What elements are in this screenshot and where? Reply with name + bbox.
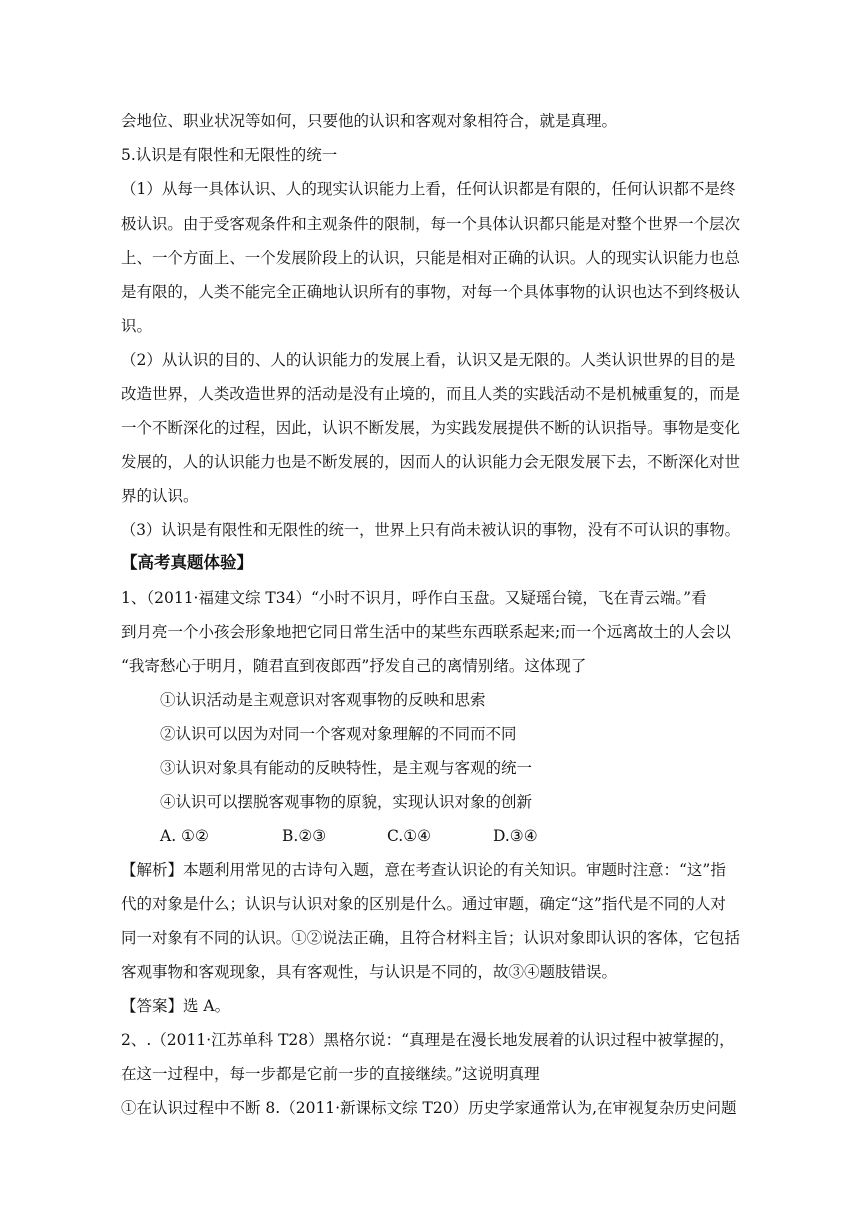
question-line: 在这一过程中，每一步都是它前一步的直接继续。”这说明真理 — [121, 1065, 540, 1083]
answer-line: 【答案】选 A。 — [121, 997, 231, 1015]
option-d: D.③④ — [493, 827, 538, 845]
text-line: （3）认识是有限性和无限性的统一，世界上只有尚未被认识的事物，没有不可认识的事物。 — [121, 521, 740, 539]
question-line: ①在认识过程中不断 8.（2011·新课标文综 T20）历史学家通常认为,在审视复杂历史问题 — [121, 1099, 737, 1117]
text-line: 极认识。由于受客观条件和主观条件的限制，每一个具体认识都只能是对整个世界一个层次 — [121, 215, 741, 233]
text-line: 一个不断深化的过程，因此，认识不断发展，为实践发展提供不断的认识指导。事物是变化 — [121, 419, 741, 437]
analysis-line: 代的对象是什么；认识与认识对象的区别是什么。通过审题，确定“这”指代是不同的人对 — [121, 895, 726, 913]
section-heading: 5.认识是有限性和无限性的统一 — [121, 146, 338, 164]
text-line: 界的认识。 — [121, 487, 199, 505]
question-line: 到月亮一个小孩会形象地把它同日常生活中的某些东西联系起来;而一个远离故土的人会以 — [121, 623, 731, 641]
option-b: B.②③ — [282, 827, 327, 845]
analysis-line: 客观事物和客观现象，具有客观性，与认识是不同的，故③④题肢错误。 — [121, 963, 618, 981]
question-line: 2、.（2011·江苏单科 T28）黑格尔说：“真理是在漫长地发展着的认识过程中被掌握的， — [121, 1031, 735, 1049]
text-line: （2）从认识的目的、人的认识能力的发展上看，认识又是无限的。人类认识世界的目的是 — [121, 351, 736, 369]
text-line: 改造世界，人类改造世界的活动是没有止境的，而且人类的实践活动不是机械重复的，而是 — [121, 385, 741, 403]
statement-4: ④认识可以摆脱客观事物的原貌，实现认识对象的创新 — [160, 793, 533, 811]
text-line: 上、一个方面上、一个发展阶段上的认识，只能是相对正确的认识。人的现实认识能力也总 — [121, 249, 741, 267]
text-line: （1）从每一具体认识、人的现实认识能力上看，任何认识都是有限的，任何认识都不是终 — [121, 180, 736, 198]
text-line: 会地位、职业状况等如何，只要他的认识和客观对象相符合，就是真理。 — [121, 112, 618, 130]
text-line: 发展的，人的认识能力也是不断发展的，因而人的认识能力会无限发展下去，不断深化对世 — [121, 453, 741, 471]
statement-2: ②认识可以因为对同一个客观对象理解的不同而不同 — [160, 725, 517, 743]
option-a: A. ①② — [160, 827, 209, 845]
statement-3: ③认识对象具有能动的反映特性，是主观与客观的统一 — [160, 759, 533, 777]
question-line: 1、（2011·福建文综 T34）“小时不识月，呼作白玉盘。又疑瑶台镜，飞在青云端。”看 — [121, 589, 707, 607]
text-line: 是有限的，人类不能完全正确地认识所有的事物，对每一个具体事物的认识也达不到终极认 — [121, 283, 741, 301]
question-line: “我寄愁心于明月，随君直到夜郎西”抒发自己的离情别绪。这体现了 — [121, 657, 587, 675]
analysis-line: 同一对象有不同的认识。①②说法正确，且符合材料主旨；认识对象即认识的客体，它包括 — [121, 929, 741, 947]
option-c: C.①④ — [387, 827, 432, 845]
text-line: 识。 — [121, 317, 153, 335]
analysis-line: 【解析】本题利用常见的古诗句入题，意在考查认识论的有关知识。审题时注意：“这”指 — [121, 861, 726, 879]
statement-1: ①认识活动是主观意识对客观事物的反映和思索 — [160, 691, 486, 709]
exam-section-heading: 【高考真题体验】 — [121, 553, 253, 572]
